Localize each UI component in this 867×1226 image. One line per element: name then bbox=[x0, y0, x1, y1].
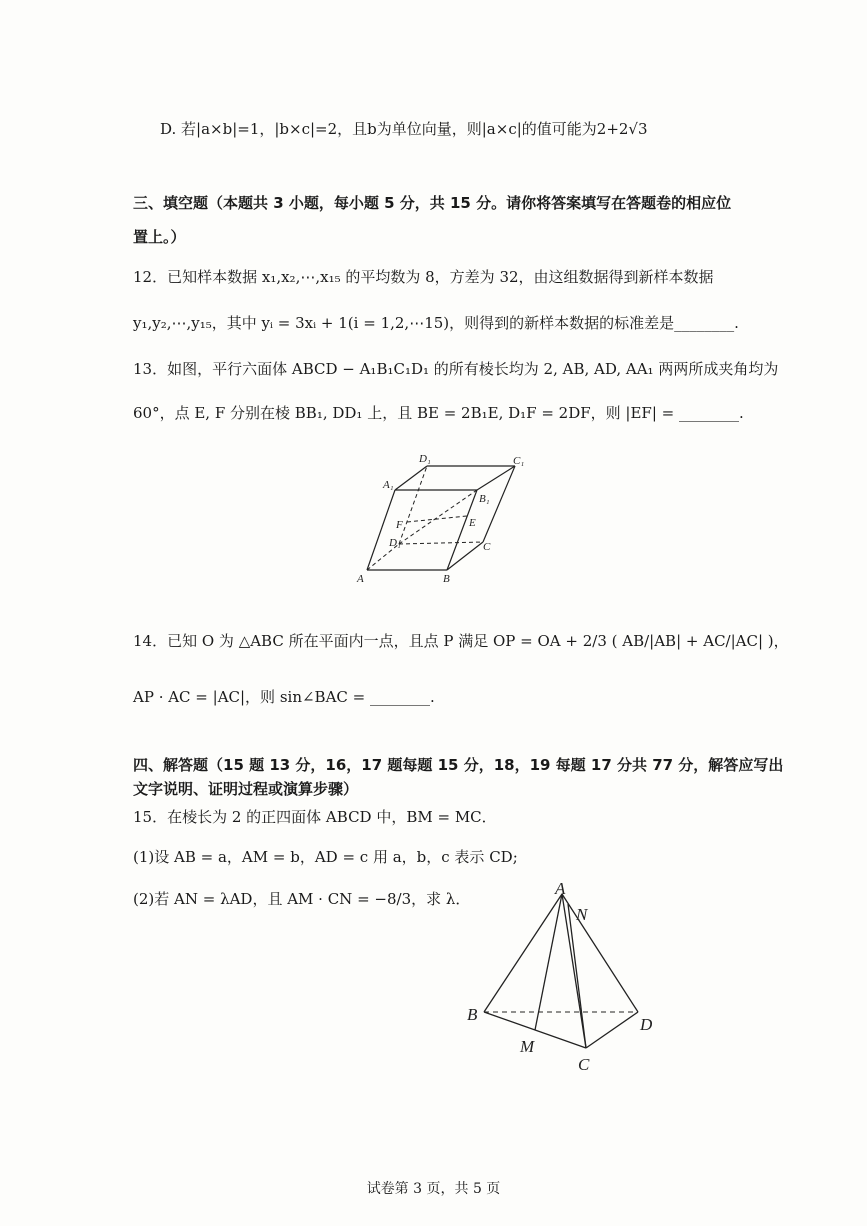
page-footer: 试卷第 3 页，共 5 页 bbox=[366, 1181, 501, 1197]
parallelepiped-figure bbox=[355, 448, 535, 588]
q13-line1: 13．如图，平行六面体 ABCD − A₁B₁C₁D₁ 的所有棱长均为 2, AB, AD, AA₁ 两两所成夹角均为 bbox=[133, 360, 779, 378]
label-m: M bbox=[520, 1037, 535, 1056]
section4-title-line2: 文字说明、证明过程或演算步骤） bbox=[133, 780, 359, 798]
section3-title-line1: 三、填空题（本题共 3 小题，每小题 5 分，共 15 分。请你将答案填写在答题卷的相应位 bbox=[133, 194, 732, 212]
label-e: E bbox=[469, 517, 476, 529]
label-b1: B₁ bbox=[479, 493, 490, 505]
option-d: D. 若|a×b|=1，|b×c|=2，且b为单位向量，则|a×c|的值可能为2+2√3 bbox=[160, 120, 648, 138]
label-d1: D₁ bbox=[419, 453, 431, 465]
label-n: N bbox=[576, 905, 588, 924]
label-a: A bbox=[555, 882, 566, 898]
q15-part2: (2)若 AN = λAD，且 AM · CN = −8/3，求 λ． bbox=[133, 890, 471, 908]
q13-line2: 60°，点 E, F 分别在棱 BB₁, DD₁ 上，且 BE = 2B₁E, D₁F = 2DF，则 |EF| = ________. bbox=[133, 404, 744, 422]
tetrahedron-figure bbox=[462, 882, 662, 1074]
label-a: A bbox=[357, 573, 364, 585]
label-a1: A₁ bbox=[383, 479, 394, 491]
q12-line2: y₁,y₂,⋯,y₁₅，其中 yᵢ = 3xᵢ + 1(i = 1,2,⋯15)，则得到的新样本数据的标准差是________. bbox=[133, 314, 739, 332]
q15-part1: (1)设 AB = a，AM = b，AD = c 用 a，b，c 表示 CD; bbox=[133, 848, 518, 866]
q14-line1: 14．已知 O 为 △ABC 所在平面内一点，且点 P 满足 OP = OA + 2/3 ( AB/|AB| + AC/|AC| )， bbox=[133, 632, 789, 650]
label-d: D₁ bbox=[389, 537, 401, 549]
label-f: F bbox=[396, 519, 403, 531]
q15-line1: 15．在棱长为 2 的正四面体 ABCD 中，BM = MC． bbox=[133, 808, 497, 826]
section3-title-line2: 置上。） bbox=[133, 228, 186, 246]
label-b: B bbox=[443, 573, 450, 585]
section4-title-line1: 四、解答题（15 题 13 分，16，17 题每题 15 分，18，19 每题 17 分共 77 分，解答应写出 bbox=[133, 756, 784, 774]
q12-line1: 12．已知样本数据 x₁,x₂,⋯,x₁₅ 的平均数为 8，方差为 32，由这组数据得到新样本数据 bbox=[133, 268, 714, 286]
label-c1: C₁ bbox=[513, 455, 525, 467]
label-d: D bbox=[640, 1015, 653, 1034]
q14-line2: AP · AC = |AC|，则 sin∠BAC = ________. bbox=[133, 688, 435, 706]
label-c: C bbox=[578, 1055, 590, 1074]
label-c: C bbox=[483, 541, 491, 553]
label-b: B bbox=[467, 1005, 478, 1024]
